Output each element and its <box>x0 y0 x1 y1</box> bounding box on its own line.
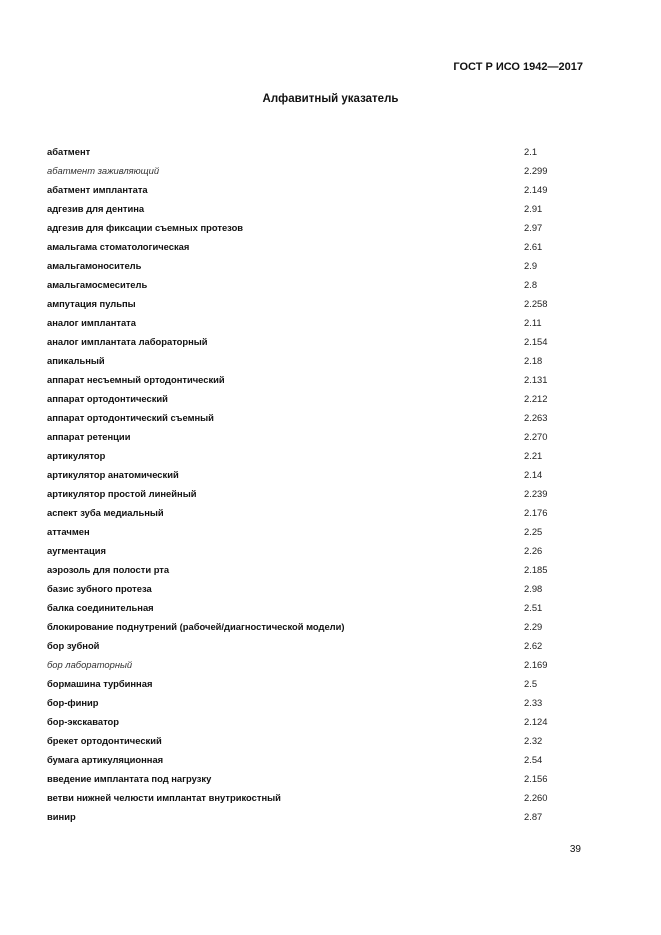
index-term: брекет ортодонтический <box>47 735 162 746</box>
index-term: абатмент <box>47 146 91 157</box>
index-entry <box>47 411 587 430</box>
index-entry <box>47 354 587 373</box>
index-reference: 2.124 <box>524 716 548 727</box>
index-entry <box>47 449 587 468</box>
index-entry <box>47 525 587 544</box>
index-reference: 2.32 <box>524 735 543 746</box>
index-entry <box>47 183 587 202</box>
index-reference: 2.258 <box>524 298 548 309</box>
index-entry <box>47 563 587 582</box>
index-entry <box>47 297 587 316</box>
index-entry <box>47 810 587 829</box>
index-reference: 2.98 <box>524 583 543 594</box>
index-reference: 2.14 <box>524 469 543 480</box>
index-reference: 2.18 <box>524 355 543 366</box>
index-reference: 2.25 <box>524 526 543 537</box>
index-reference: 2.156 <box>524 773 548 784</box>
index-entry <box>47 240 587 259</box>
index-term: аугментация <box>47 545 106 556</box>
index-entry <box>47 677 587 696</box>
index-entry <box>47 791 587 810</box>
index-reference: 2.8 <box>524 279 538 290</box>
index-reference: 2.1 <box>524 146 538 157</box>
index-entry <box>47 753 587 772</box>
index-term: бумага артикуляционная <box>47 754 164 765</box>
index-term: аттачмен <box>47 526 90 537</box>
index-term: аспект зуба медиальный <box>47 507 164 518</box>
index-term: винир <box>47 811 76 822</box>
index-reference: 2.97 <box>524 222 543 233</box>
index-reference: 2.91 <box>524 203 543 214</box>
index-reference: 2.239 <box>524 488 548 499</box>
index-entry <box>47 582 587 601</box>
index-term: амальгамоноситель <box>47 260 142 271</box>
index-entry <box>47 696 587 715</box>
index-reference: 2.260 <box>524 792 548 803</box>
index-reference: 2.21 <box>524 450 543 461</box>
index-entry <box>47 487 587 506</box>
index-term: ампутация пульпы <box>47 298 136 309</box>
index-reference: 2.29 <box>524 621 543 632</box>
index-entry <box>47 468 587 487</box>
index-term: базис зубного протеза <box>47 583 152 594</box>
index-entry <box>47 202 587 221</box>
index-reference: 2.169 <box>524 659 548 670</box>
index-entry <box>47 544 587 563</box>
index-term: аппарат ретенции <box>47 431 131 442</box>
index-term: амальгамосмеситель <box>47 279 148 290</box>
index-entry <box>47 335 587 354</box>
index-entry <box>47 164 587 183</box>
index-entry <box>47 430 587 449</box>
index-term: введение имплантата под нагрузку <box>47 773 212 784</box>
index-term: бор зубной <box>47 640 100 651</box>
index-reference: 2.176 <box>524 507 548 518</box>
index-term: бор-финир <box>47 697 99 708</box>
index-term: артикулятор анатомический <box>47 469 179 480</box>
index-entry <box>47 639 587 658</box>
index-entry <box>47 620 587 639</box>
index-reference: 2.61 <box>524 241 543 252</box>
index-reference: 2.26 <box>524 545 543 556</box>
index-term: артикулятор <box>47 450 106 461</box>
index-reference: 2.87 <box>524 811 543 822</box>
index-entry <box>47 278 587 297</box>
index-entry <box>47 259 587 278</box>
index-term: аналог имплантата <box>47 317 136 328</box>
index-entry <box>47 715 587 734</box>
index-entry <box>47 316 587 335</box>
index-entry <box>47 734 587 753</box>
index-reference: 2.54 <box>524 754 543 765</box>
index-term: аэрозоль для полости рта <box>47 564 170 575</box>
index-term: аналог имплантата лабораторный <box>47 336 208 347</box>
index-term: адгезив для дентина <box>47 203 145 214</box>
index-reference: 2.270 <box>524 431 548 442</box>
index-reference: 2.299 <box>524 165 548 176</box>
index-reference: 2.185 <box>524 564 548 575</box>
index-term: бормашина турбинная <box>47 678 153 689</box>
index-reference: 2.9 <box>524 260 538 271</box>
page-number: 39 <box>569 844 581 855</box>
index-term: адгезив для фиксации съемных протезов <box>47 222 244 233</box>
index-entry <box>47 506 587 525</box>
index-reference: 2.149 <box>524 184 548 195</box>
index-reference: 2.62 <box>524 640 543 651</box>
index-reference: 2.11 <box>524 317 542 328</box>
index-reference: 2.5 <box>524 678 538 689</box>
index-list <box>47 145 587 829</box>
index-term: амальгама стоматологическая <box>47 241 190 252</box>
index-entry <box>47 658 587 677</box>
index-term: апикальный <box>47 355 105 366</box>
index-reference: 2.51 <box>524 602 543 613</box>
index-entry <box>47 392 587 411</box>
index-reference: 2.154 <box>524 336 548 347</box>
page-header-code: ГОСТ Р ИСО 1942—2017 <box>453 61 583 73</box>
index-term: бор лабораторный <box>47 659 133 670</box>
page-title: Алфавитный указатель <box>262 93 399 105</box>
index-term: блокирование поднутрений (рабочей/диагностической модели) <box>47 621 345 632</box>
index-term: артикулятор простой линейный <box>47 488 197 499</box>
index-entry <box>47 373 587 392</box>
index-entry <box>47 601 587 620</box>
index-entry <box>47 221 587 240</box>
index-reference: 2.212 <box>524 393 548 404</box>
index-entry <box>47 145 587 164</box>
index-term: балка соединительная <box>47 602 154 613</box>
index-term: абатмент имплантата <box>47 184 148 195</box>
index-term: абатмент заживляющий <box>47 165 160 176</box>
index-reference: 2.263 <box>524 412 548 423</box>
index-reference: 2.131 <box>524 374 548 385</box>
index-term: ветви нижней челюсти имплантат внутрикостный <box>47 792 281 803</box>
index-entry <box>47 772 587 791</box>
index-term: аппарат ортодонтический <box>47 393 168 404</box>
index-reference: 2.33 <box>524 697 543 708</box>
index-term: аппарат ортодонтический съемный <box>47 412 214 423</box>
index-term: аппарат несъемный ортодонтический <box>47 374 225 385</box>
index-term: бор-экскаватор <box>47 716 120 727</box>
